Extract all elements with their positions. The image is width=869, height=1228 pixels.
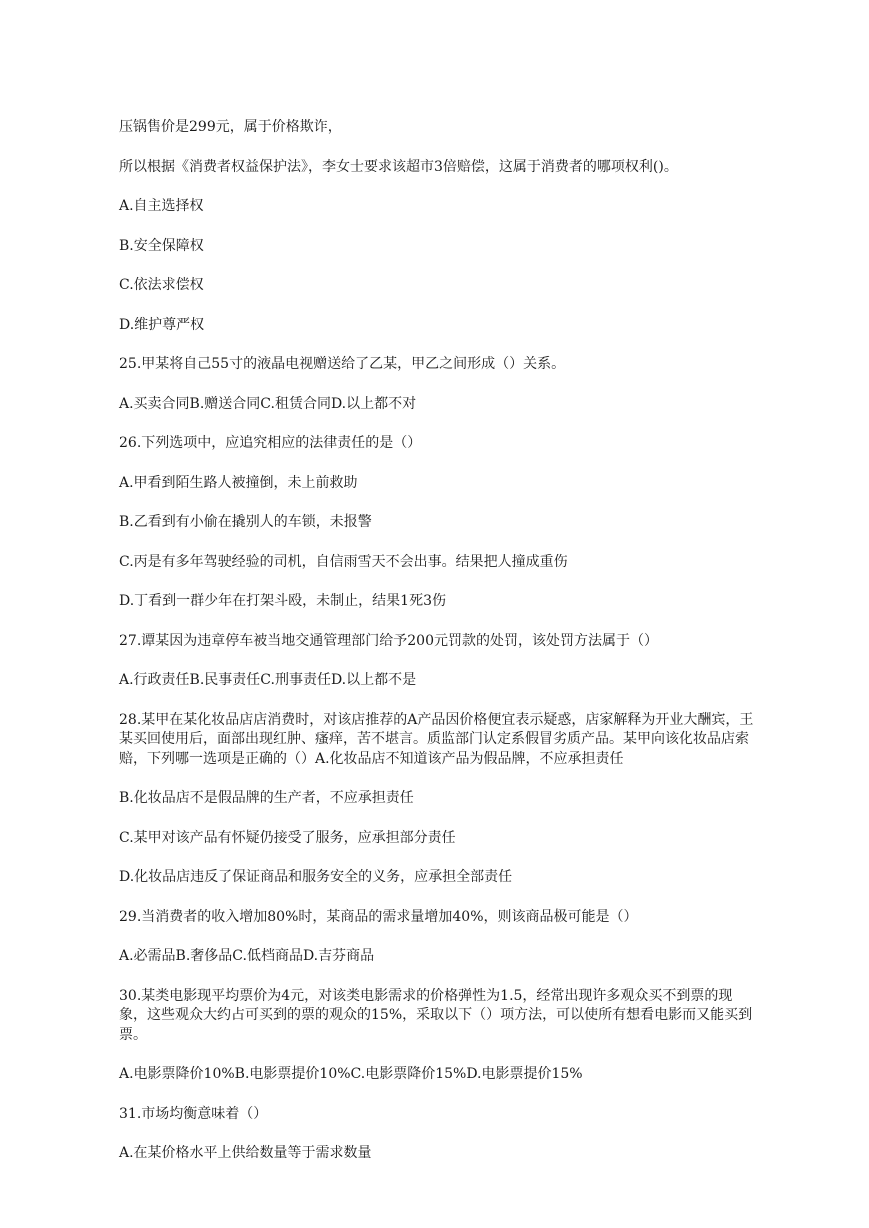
question-28-option-d: D.化妆品店违反了保证商品和服务安全的义务，应承担全部责任 [119,869,513,885]
document-body [119,118,759,1184]
question-29: 29.当消费者的收入增加80%时，某商品的需求量增加40%，则该商品极可能是（） [119,908,638,925]
question-28-option-b: B.化妆品店不是假品牌的生产者，不应承担责任 [119,790,414,806]
text-line: 压锅售价是299元，属于价格欺诈， [119,119,342,135]
question-27-options: A.行政责任B.民事责任C.刑事责任D.以上都不是 [119,672,417,688]
question-stem-line: 所以根据《消费者权益保护法》，李女士要求该超市3倍赔偿，这属于消费者的哪项权利()。 [119,158,678,175]
question-31: 31.市场均衡意味着（） [119,1105,268,1122]
question-27: 27.谭某因为违章停车被当地交通管理部门给予200元罚款的处罚，该处罚方法属于（） [119,632,658,649]
question-29-options: A.必需品B.奢侈品C.低档商品D.吉芬商品 [119,948,375,964]
option-a: A.自主选择权 [119,198,204,214]
question-30: 30.某类电影现平均票价为4元，对该类电影需求的价格弹性为1.5，经常出现许多观众买不到票的现象，这些观众大约占可买到的票的观众的15%，采取以下（）项方法，可以使所有想看电影而又能买到票。 [119,987,753,1043]
option-b: B.安全保障权 [119,237,204,254]
option-c: C.依法求偿权 [119,277,204,293]
question-26: 26.下列选项中，应追究相应的法律责任的是（） [119,435,422,451]
question-30-options: A.电影票降价10%B.电影票提价10%C.电影票降价15%D.电影票提价15% [119,1066,583,1082]
question-28: 28.某甲在某化妆品店店消费时，对该店推荐的A产品因价格便宜表示疑惑，店家解释为开业大酬宾，王某买回使用后，面部出现红肿、瘙痒，苦不堪言。质监部门认定系假冒劣质产品。某甲向该化妆品店索赔，下列哪一选项是正确的（）A.化妆品店不知道该产品为假品牌，不应承担责任 [119,711,754,767]
question-25: 25.甲某将自己55寸的液晶电视赠送给了乙某，甲乙之间形成（）关系。 [119,356,566,372]
option-d: D.维护尊严权 [119,316,205,333]
question-26-option-b: B.乙看到有小偷在撬别人的车锁，未报警 [119,514,372,530]
question-31-option-a: A.在某价格水平上供给数量等于需求数量 [119,1145,372,1161]
question-26-option-a: A.甲看到陌生路人被撞倒，未上前救助 [119,474,358,491]
question-26-option-d: D.丁看到一群少年在打架斗殴，未制止，结果1死3伤 [119,593,446,609]
question-26-option-c: C.丙是有多年驾驶经验的司机，自信雨雪天不会出事。结果把人撞成重伤 [119,553,568,570]
question-28-option-c: C.某甲对该产品有怀疑仍接受了服务，应承担部分责任 [119,829,456,846]
question-25-options: A.买卖合同B.赠送合同C.租赁合同D.以上都不对 [119,395,417,412]
